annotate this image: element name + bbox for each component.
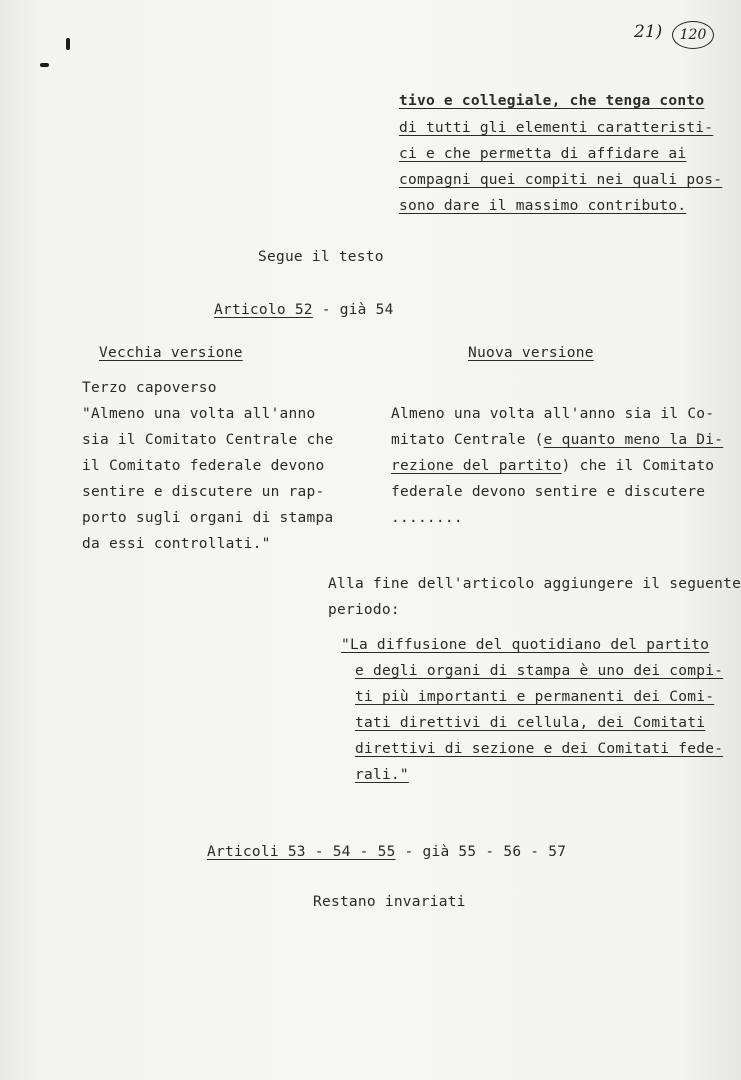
new-version-heading: Nuova versione bbox=[468, 345, 594, 361]
articles-heading-title: Articoli 53 - 54 - 55 bbox=[207, 844, 396, 860]
addition-intro: periodo: bbox=[328, 602, 400, 618]
old-version-line: sentire e discutere un rap- bbox=[82, 484, 325, 500]
top-paragraph-line: tivo e collegiale, che tenga conto bbox=[399, 93, 705, 109]
unchanged-text: Restano invariati bbox=[313, 894, 466, 910]
top-paragraph-line: di tutti gli elementi caratteristi- bbox=[399, 120, 714, 136]
addition-intro: Alla fine dell'articolo aggiungere il seguente bbox=[328, 576, 741, 592]
circled-page-number: 120 bbox=[672, 21, 714, 49]
new-version-insertion: rezione del partito bbox=[391, 458, 562, 474]
new-version-line: federale devono sentire e discutere bbox=[391, 484, 706, 500]
article-heading-title: Articolo 52 bbox=[214, 302, 313, 318]
article-heading-suffix: - già 54 bbox=[312, 302, 394, 318]
articles-heading-suffix: - già 55 - 56 - 57 bbox=[395, 844, 567, 860]
new-version-line: rezione del partito) che il Comitato bbox=[391, 458, 715, 474]
article-heading bbox=[214, 300, 394, 320]
new-version-line: Almeno una volta all'anno sia il Co- bbox=[391, 406, 715, 422]
addition-quote-line: tati direttivi di cellula, dei Comitati bbox=[355, 715, 706, 731]
addition-quote-line: e degli organi di stampa è uno dei compi- bbox=[355, 663, 724, 679]
old-version-line: Terzo capoverso bbox=[82, 380, 217, 396]
ink-speck bbox=[66, 38, 70, 50]
addition-quote-line: "La diffusione del quotidiano del partito bbox=[341, 637, 710, 653]
segue-text: Segue il testo bbox=[258, 249, 384, 265]
top-paragraph-line: sono dare il massimo contributo. bbox=[399, 198, 687, 214]
old-version-line: porto sugli organi di stampa bbox=[82, 510, 334, 526]
old-version-line: il Comitato federale devono bbox=[82, 458, 325, 474]
old-version-heading: Vecchia versione bbox=[99, 345, 243, 361]
old-version-line: "Almeno una volta all'anno bbox=[82, 406, 316, 422]
new-version-insertion: e quanto meno la Di- bbox=[543, 432, 724, 448]
top-paragraph-line: ci e che permetta di affidare ai bbox=[399, 146, 687, 162]
handwritten-page-ref: 21) bbox=[634, 22, 663, 42]
new-version-line: mitato Centrale (e quanto meno la Di- bbox=[391, 432, 724, 448]
ink-speck bbox=[40, 63, 49, 67]
addition-quote-line: rali." bbox=[355, 767, 409, 783]
articles-heading bbox=[207, 842, 566, 862]
addition-quote-line: direttivi di sezione e dei Comitati fede- bbox=[355, 741, 724, 757]
addition-quote-line: ti più importanti e permanenti dei Comi- bbox=[355, 689, 715, 705]
old-version-line: sia il Comitato Centrale che bbox=[82, 432, 334, 448]
top-paragraph-line: compagni quei compiti nei quali pos- bbox=[399, 172, 723, 188]
new-version-line: ........ bbox=[391, 510, 463, 526]
old-version-line: da essi controllati." bbox=[82, 536, 271, 552]
